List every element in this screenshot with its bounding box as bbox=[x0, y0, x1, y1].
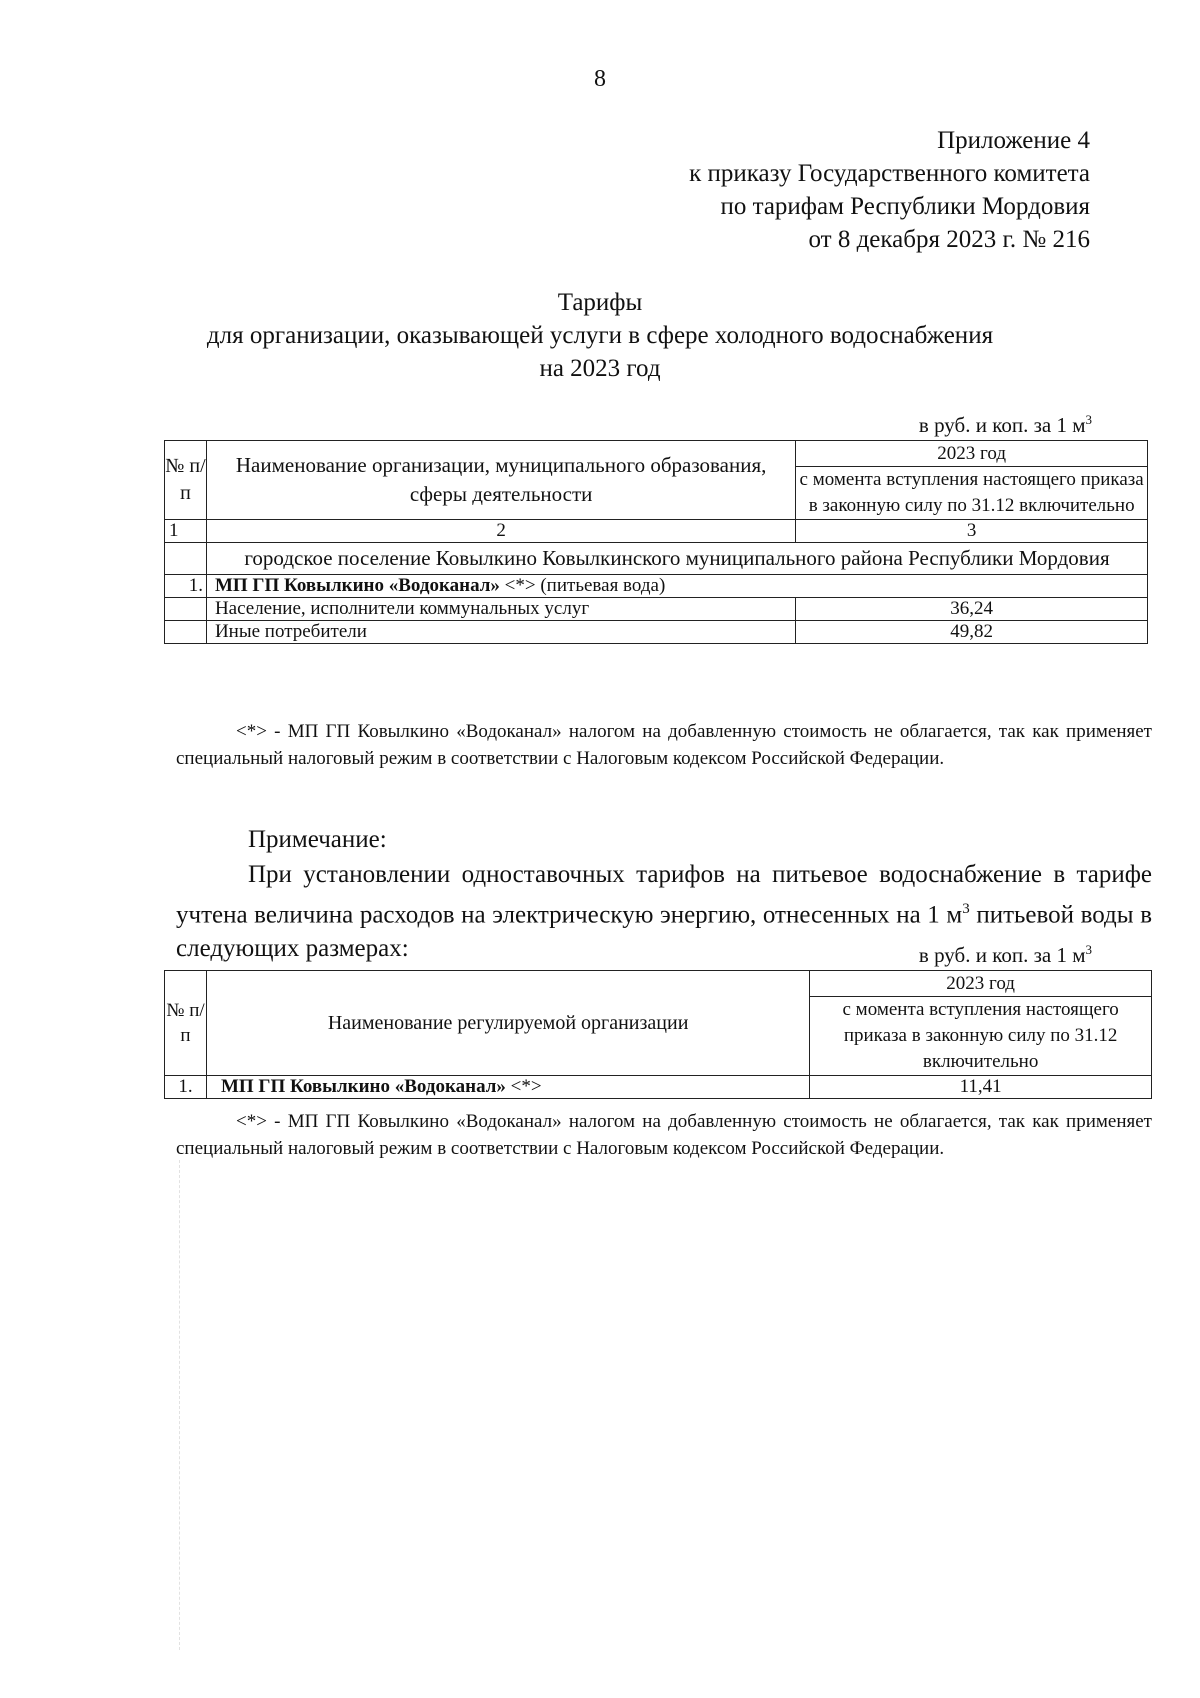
table-row bbox=[165, 598, 1148, 621]
column-number: 2 bbox=[206, 520, 795, 543]
footnote-text: <*> - МП ГП Ковылкино «Водоканал» налогом на добавленную стоимость не облагается, так как применяет специальный налоговый режим в соответствии с Налоговым кодексом Российской Федерации. bbox=[176, 721, 1152, 769]
row-number: 1. bbox=[165, 1076, 207, 1099]
header-period: с момента вступления настоящего приказа в законную силу по 31.12 включительно bbox=[796, 467, 1148, 520]
cost-value: 11,41 bbox=[810, 1076, 1152, 1099]
note-text-b: питьевой воды в следующих размерах: bbox=[176, 901, 1152, 963]
note-heading: Примечание: bbox=[248, 826, 387, 853]
organization-name-bold: МП ГП Ковылкино «Водоканал» bbox=[220, 1076, 506, 1097]
footnote bbox=[176, 1108, 1152, 1162]
tariff-value: 36,24 bbox=[796, 598, 1148, 621]
consumer-name: Иные потребители bbox=[206, 621, 795, 644]
organization-name-rest: <*> (питьевая вода) bbox=[499, 575, 666, 596]
header-name: Наименование организации, муниципального образования, сферы деятельности bbox=[206, 441, 795, 520]
row-empty-cell bbox=[165, 598, 207, 621]
header-period: с момента вступления настоящего приказа в законную силу по 31.12 включительно bbox=[810, 997, 1152, 1076]
scan-artifact-line bbox=[179, 1160, 180, 1650]
column-number: 1 bbox=[165, 520, 207, 543]
consumer-name: Население, исполнители коммунальных услуг bbox=[206, 598, 795, 621]
note-sup: 3 bbox=[962, 901, 970, 917]
note-text-a: При установлении одноставочных тарифов на питьевое водоснабжение в тарифе учтена величина расходов на электрическую энергию, отнесенных на 1 м bbox=[176, 861, 1152, 929]
footnote bbox=[176, 718, 1152, 772]
units-text: в руб. и коп. за 1 м bbox=[918, 943, 1086, 967]
title-line-3: на 2023 год bbox=[539, 355, 661, 382]
units-text: в руб. и коп. за 1 м bbox=[918, 413, 1086, 437]
organization-name bbox=[206, 1076, 809, 1099]
table-row bbox=[165, 1076, 1152, 1099]
appendix-line-2: к приказу Государственного комитета bbox=[689, 160, 1090, 187]
region-name: городское поселение Ковылкино Ковылкинского муниципального района Республики Мордовия bbox=[206, 543, 1147, 575]
organization-number: 1. bbox=[165, 575, 207, 598]
appendix-line-4: от 8 декабря 2023 г. № 216 bbox=[808, 226, 1090, 253]
electricity-cost-table bbox=[164, 970, 1152, 1099]
organization-name bbox=[206, 575, 1147, 598]
region-row bbox=[165, 543, 1148, 575]
document-title bbox=[0, 286, 1200, 385]
units-sup: 3 bbox=[1085, 942, 1092, 957]
table-row bbox=[165, 621, 1148, 644]
column-number-row bbox=[165, 520, 1148, 543]
header-number: № п/ п bbox=[165, 971, 207, 1076]
column-number: 3 bbox=[796, 520, 1148, 543]
appendix-line-1: Приложение 4 bbox=[937, 127, 1090, 154]
header-year: 2023 год bbox=[796, 441, 1148, 467]
organization-row bbox=[165, 575, 1148, 598]
organization-name-rest: <*> bbox=[505, 1076, 542, 1097]
units-sup: 3 bbox=[1085, 412, 1092, 427]
header-name: Наименование регулируемой организации bbox=[206, 971, 809, 1076]
table-header-row bbox=[165, 441, 1148, 467]
title-line-1: Тарифы bbox=[557, 289, 643, 316]
organization-name-bold: МП ГП Ковылкино «Водоканал» bbox=[214, 575, 500, 596]
appendix-line-3: по тарифам Республики Мордовия bbox=[720, 193, 1090, 220]
header-year: 2023 год bbox=[810, 971, 1152, 997]
row-empty-cell bbox=[165, 621, 207, 644]
tariff-table bbox=[164, 440, 1148, 644]
units-label bbox=[919, 942, 1092, 968]
units-label bbox=[919, 412, 1092, 438]
tariff-value: 49,82 bbox=[796, 621, 1148, 644]
table-header-row bbox=[165, 971, 1152, 997]
page-number: 8 bbox=[594, 66, 606, 92]
title-line-2: для организации, оказывающей услуги в сфере холодного водоснабжения bbox=[206, 322, 994, 349]
region-empty-cell bbox=[165, 543, 207, 575]
appendix-heading bbox=[689, 124, 1090, 256]
header-number: № п/п bbox=[165, 441, 207, 520]
footnote-text: <*> - МП ГП Ковылкино «Водоканал» налогом на добавленную стоимость не облагается, так как применяет специальный налоговый режим в соответствии с Налоговым кодексом Российской Федерации. bbox=[176, 1111, 1152, 1159]
